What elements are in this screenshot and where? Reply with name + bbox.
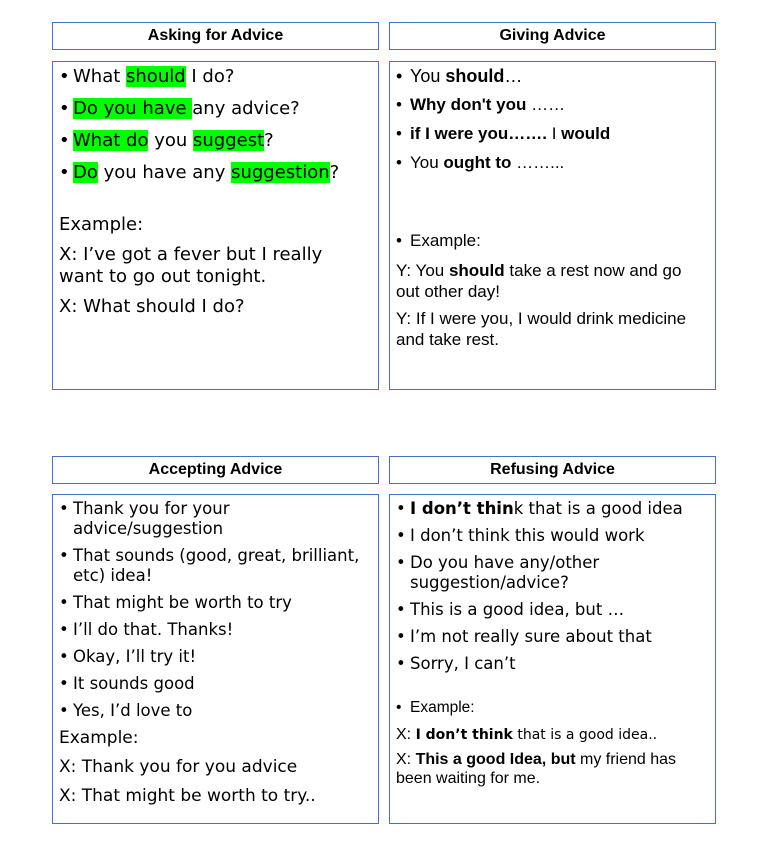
list-item: • I’ll do that. Thanks! [59, 620, 372, 640]
example-line: X: This a good Idea, but my friend has been waiting for me. [396, 751, 677, 787]
accepting-phrase-list [59, 499, 372, 721]
example-label: Example: [59, 214, 144, 235]
example-list [396, 698, 709, 718]
list-item: • You ought to ……... [396, 153, 709, 173]
list-item: • You should… [396, 66, 709, 86]
list-item: • Why don't you …… [396, 95, 709, 115]
example-line: X: I’ve got a fever but I really want to go out tonight. [59, 244, 323, 287]
list-item: • What do you suggest? [59, 130, 372, 152]
example-line: X: Thank you for you advice [59, 757, 298, 777]
asking-advice-title: Asking for Advice [147, 27, 284, 44]
accepting-advice-box [52, 494, 379, 824]
list-item: • Sorry, I can’t [396, 654, 709, 674]
refusing-advice-title: Refusing Advice [490, 461, 615, 478]
example-line: Y: You should take a rest now and go out other day! [396, 261, 682, 301]
highlight: Do [73, 162, 98, 183]
accepting-advice-title: Accepting Advice [148, 461, 283, 478]
highlight: suggest [193, 130, 265, 151]
asking-phrase-list [59, 66, 372, 184]
list-item: • I’m not really sure about that [396, 627, 709, 647]
accepting-advice-header [52, 456, 379, 484]
list-item: • I don’t think that is a good idea [396, 499, 709, 519]
list-item: • That might be worth to try [59, 593, 372, 613]
list-item: • Do you have any suggestion? [59, 162, 372, 184]
giving-advice-header [389, 22, 716, 50]
list-item: • I don’t think this would work [396, 526, 709, 546]
example-list [396, 231, 709, 251]
asking-advice-header [52, 22, 379, 50]
list-item: • Do you have any/other suggestion/advice? [396, 553, 709, 593]
highlight: Do you have [73, 98, 193, 119]
giving-advice-title: Giving Advice [499, 27, 606, 44]
example-line: X: I don’t think that is a good idea.. [396, 726, 658, 743]
example-label: • Example: [396, 698, 709, 718]
giving-advice-box [389, 61, 716, 390]
list-item: • Thank you for your advice/suggestion [59, 499, 372, 539]
giving-phrase-list [396, 66, 709, 173]
example-line: X: What should I do? [59, 296, 245, 317]
asking-advice-box [52, 61, 379, 390]
list-item: • Okay, I’ll try it! [59, 647, 372, 667]
list-item: • Do you have any advice? [59, 98, 372, 120]
list-item: • Yes, I’d love to [59, 701, 372, 721]
list-item: • This is a good idea, but … [396, 600, 709, 620]
example-line: Y: If I were you, I would drink medicine and take rest. [396, 309, 687, 349]
list-item: • It sounds good [59, 674, 372, 694]
example-label: • Example: [396, 231, 709, 251]
refusing-advice-header [389, 456, 716, 484]
refusing-advice-box [389, 494, 716, 824]
highlight: suggestion [231, 162, 330, 183]
highlight: should [126, 66, 186, 87]
list-item: • What should I do? [59, 66, 372, 88]
list-item: • That sounds (good, great, brilliant, etc) idea! [59, 546, 372, 586]
example-line: X: That might be worth to try.. [59, 786, 316, 806]
highlight: What do [73, 130, 149, 151]
refusing-phrase-list [396, 499, 709, 674]
example-label: Example: [59, 728, 139, 748]
list-item: • if I were you……. I would [396, 124, 709, 144]
